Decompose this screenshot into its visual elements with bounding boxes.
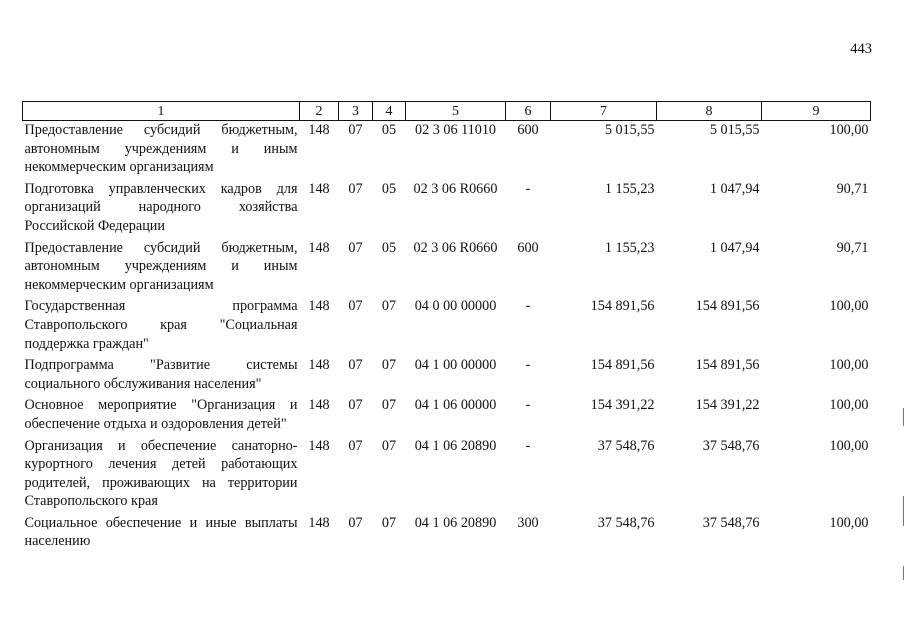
budget-table <box>22 101 871 551</box>
table-row <box>23 239 871 298</box>
row-name: Подпрограмма "Развитие системы социального обслуживания населения" <box>24 357 298 392</box>
column-header: 2 <box>300 102 339 121</box>
cell-ministry: 148 <box>308 239 330 256</box>
table-row <box>23 437 871 514</box>
cell-target-code: 04 1 06 00000 <box>414 397 497 414</box>
cell-value-9: 100,00 <box>829 397 869 414</box>
cell-value-7: 37 548,76 <box>597 514 655 531</box>
cell-subsection: 05 <box>381 239 397 256</box>
table-row <box>23 356 871 396</box>
cell-value-9: 90,71 <box>836 180 869 197</box>
cell-value-8: 1 047,94 <box>709 239 760 256</box>
cell-target-code: 02 3 06 R0660 <box>413 180 498 197</box>
column-header: 4 <box>373 102 406 121</box>
cell-target-code: 02 3 06 11010 <box>414 122 497 138</box>
cell-expense-type: - <box>525 397 531 414</box>
cell-value-8: 154 891,56 <box>695 357 760 374</box>
cell-value-9: 100,00 <box>829 514 869 531</box>
row-name: Организация и обеспечение санаторно-курортного лечения детей работающих родителей, проживающих на территории Ставропольского края <box>24 437 298 510</box>
cell-value-9: 100,00 <box>829 122 869 138</box>
table-row <box>23 180 871 239</box>
cell-value-8: 154 891,56 <box>695 298 760 315</box>
cell-subsection: 07 <box>381 298 397 315</box>
cell-value-8: 37 548,76 <box>702 437 760 454</box>
cell-value-8: 5 015,55 <box>709 122 760 138</box>
cell-ministry: 148 <box>308 437 330 454</box>
cell-value-8: 37 548,76 <box>702 514 760 531</box>
cell-value-9: 90,71 <box>836 239 869 256</box>
cell-ministry: 148 <box>308 122 330 138</box>
cell-value-7: 1 155,23 <box>604 180 655 197</box>
header-row <box>23 102 871 121</box>
table-row <box>23 514 871 551</box>
cell-subsection: 07 <box>381 397 397 414</box>
cell-target-code: 04 1 00 00000 <box>414 357 497 374</box>
column-header: 1 <box>23 102 300 121</box>
column-header: 7 <box>551 102 657 121</box>
cell-section: 07 <box>348 357 363 374</box>
column-header: 5 <box>406 102 506 121</box>
row-name: Предоставление субсидий бюджетным, автономным учреждениям и иным некоммерческим организациям <box>24 239 298 293</box>
cell-section: 07 <box>348 180 363 197</box>
column-header: 3 <box>339 102 373 121</box>
cell-section: 07 <box>348 397 363 414</box>
cell-value-7: 154 891,56 <box>590 298 655 315</box>
cell-expense-type: - <box>525 180 531 197</box>
cell-value-7: 154 891,56 <box>590 357 655 374</box>
cell-value-9: 100,00 <box>829 437 869 454</box>
cell-target-code: 04 1 06 20890 <box>414 437 497 454</box>
cell-section: 07 <box>348 514 363 531</box>
cell-value-8: 154 391,22 <box>695 397 760 414</box>
cell-section: 07 <box>348 239 363 256</box>
cell-expense-type: - <box>525 298 531 315</box>
cell-ministry: 148 <box>308 357 330 374</box>
cell-section: 07 <box>348 437 363 454</box>
cell-expense-type: 300 <box>517 514 539 531</box>
cell-subsection: 05 <box>381 180 397 197</box>
row-name: Социальное обеспечение и иные выплаты населению <box>24 514 298 550</box>
cell-value-7: 1 155,23 <box>604 239 655 256</box>
cell-section: 07 <box>348 122 363 138</box>
cell-value-8: 1 047,94 <box>709 180 760 197</box>
row-name: Подготовка управленческих кадров для организаций народного хозяйства Российской Федерации <box>24 180 298 234</box>
table-row <box>23 396 871 436</box>
scan-edge-mark <box>903 566 904 580</box>
cell-section: 07 <box>348 298 363 315</box>
cell-subsection: 07 <box>381 357 397 374</box>
scan-edge-mark <box>903 496 904 526</box>
cell-subsection: 07 <box>381 437 397 454</box>
page-number: 443 <box>850 41 872 57</box>
table-row <box>23 297 871 356</box>
cell-expense-type: - <box>525 357 531 374</box>
cell-expense-type: 600 <box>517 239 539 256</box>
row-name: Основное мероприятие "Организация и обеспечение отдыха и оздоровления детей" <box>24 397 298 432</box>
cell-target-code: 02 3 06 R0660 <box>413 239 498 256</box>
cell-expense-type: - <box>525 437 531 454</box>
column-header: 6 <box>506 102 551 121</box>
cell-expense-type: 600 <box>517 122 539 138</box>
cell-subsection: 07 <box>381 514 397 531</box>
cell-subsection: 05 <box>381 122 397 138</box>
cell-target-code: 04 1 06 20890 <box>414 514 497 531</box>
cell-value-9: 100,00 <box>829 298 869 315</box>
column-header: 8 <box>657 102 762 121</box>
table-row <box>23 121 871 180</box>
cell-value-7: 154 391,22 <box>590 397 655 414</box>
cell-value-9: 100,00 <box>829 357 869 374</box>
column-header: 9 <box>762 102 871 121</box>
cell-value-7: 5 015,55 <box>604 122 655 138</box>
cell-ministry: 148 <box>308 514 330 531</box>
cell-ministry: 148 <box>308 180 330 197</box>
cell-target-code: 04 0 00 00000 <box>414 298 497 315</box>
cell-value-7: 37 548,76 <box>597 437 655 454</box>
cell-ministry: 148 <box>308 397 330 414</box>
row-name: Государственная программа Ставропольского края "Социальная поддержка граждан" <box>24 298 298 352</box>
row-name: Предоставление субсидий бюджетным, автономным учреждениям и иным некоммерческим организациям <box>24 122 298 176</box>
cell-ministry: 148 <box>308 298 330 315</box>
scan-edge-mark <box>903 408 904 426</box>
